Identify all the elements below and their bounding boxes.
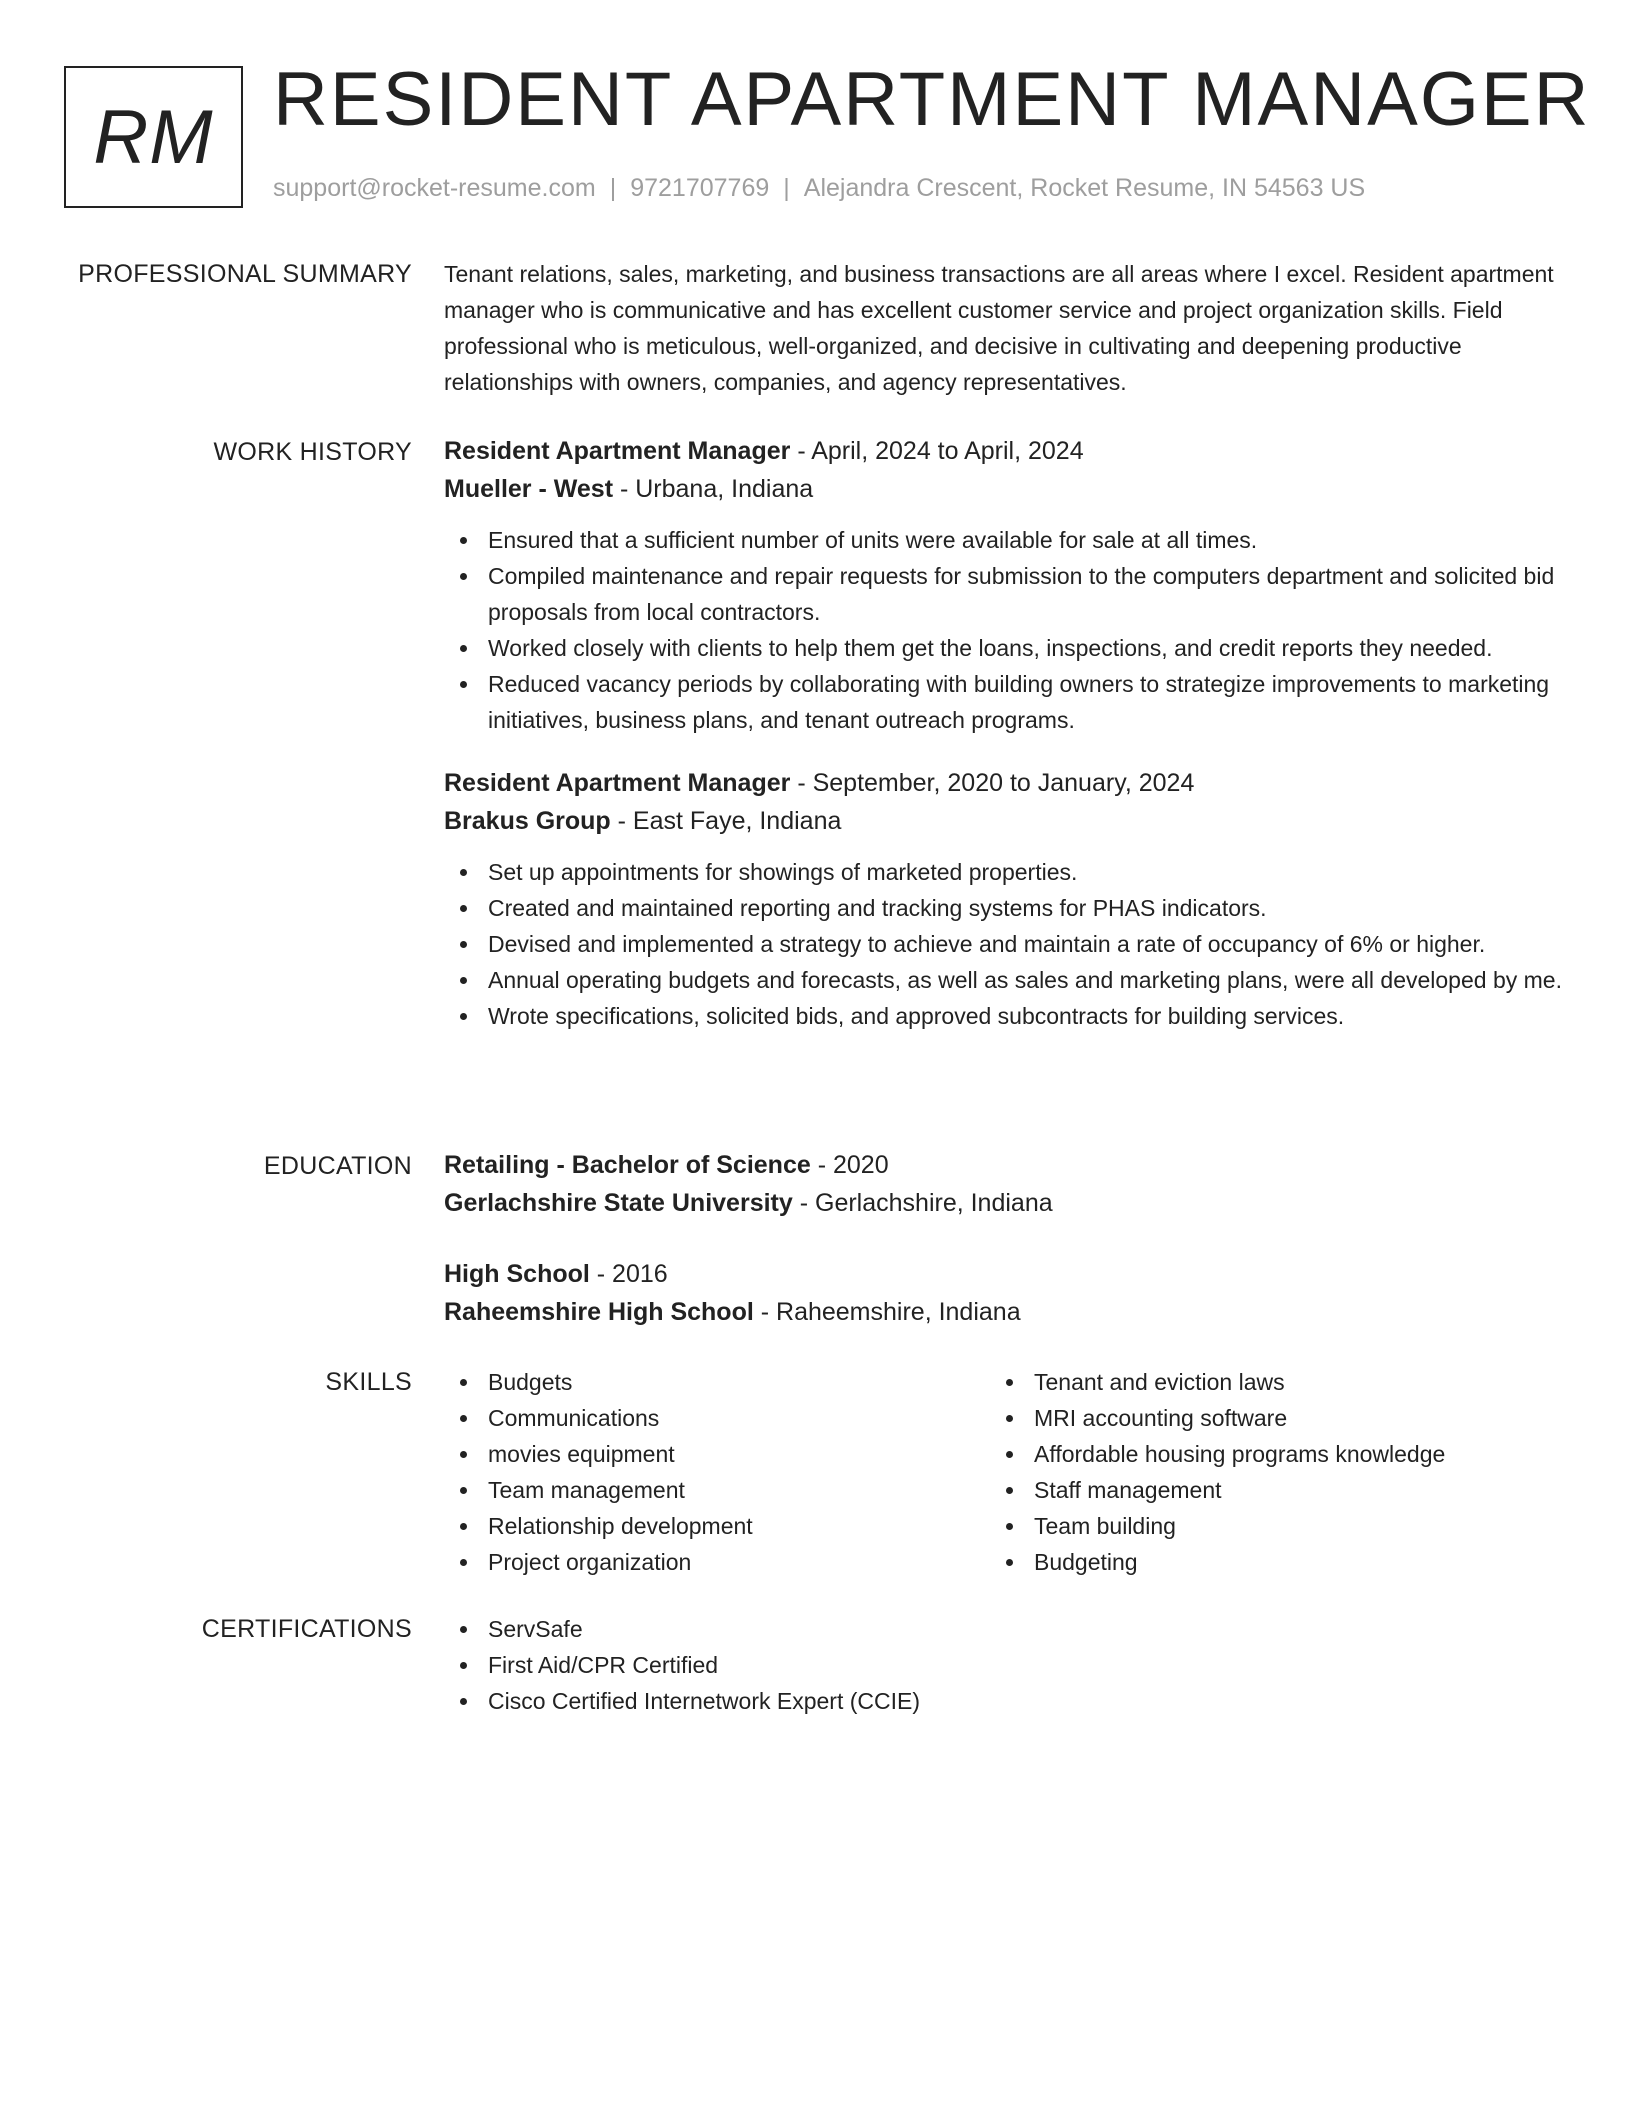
job-bullet-list xyxy=(444,854,1564,1034)
job-bullet: Devised and implemented a strategy to achieve and maintain a rate of occupancy of 6% or higher. xyxy=(444,926,1564,962)
summary-body xyxy=(444,256,1564,400)
job-bullet: Compiled maintenance and repair requests for submission to the computers department and solicited bid proposals from local contractors. xyxy=(444,558,1564,630)
job-entry xyxy=(444,764,1564,1034)
job-company: Mueller - West xyxy=(444,475,614,503)
certification-item: First Aid/CPR Certified xyxy=(444,1647,1564,1683)
job-title-line xyxy=(444,764,1564,802)
school: Raheemshire High School xyxy=(444,1298,754,1326)
skill-item: Team building xyxy=(990,1508,1536,1544)
certification-item: Cisco Certified Internetwork Expert (CCIE) xyxy=(444,1683,1564,1719)
job-title-line xyxy=(444,432,1564,470)
contact-address: Alejandra Crescent, Rocket Resume, IN 54563 US xyxy=(803,174,1366,202)
skill-item: MRI accounting software xyxy=(990,1400,1536,1436)
job-bullet: Created and maintained reporting and tracking systems for PHAS indicators. xyxy=(444,890,1564,926)
skill-item: Relationship development xyxy=(444,1508,990,1544)
education-body xyxy=(444,1146,1564,1331)
degree-line xyxy=(444,1146,1564,1184)
skill-item: movies equipment xyxy=(444,1436,990,1472)
section-label-skills: SKILLS xyxy=(325,1368,412,1396)
job-bullet: Annual operating budgets and forecasts, as well as sales and marketing plans, were all developed by me. xyxy=(444,962,1564,998)
job-company-line xyxy=(444,470,1564,508)
skill-item: Budgets xyxy=(444,1364,990,1400)
degree: High School xyxy=(444,1260,590,1288)
job-bullet: Ensured that a sufficient number of units were available for sale at all times. xyxy=(444,522,1564,558)
job-entry xyxy=(444,432,1564,738)
skills-body xyxy=(444,1364,1564,1580)
summary-text: Tenant relations, sales, marketing, and business transactions are all areas where I excel. Resident apartment manager who is communicative and has excellent customer service and project organization skills. Field professional who is meticulous, well-organized, and decisive in cultivating and deepening productive relationships with owners, companies, and agency representatives. xyxy=(444,261,1554,395)
job-bullet: Worked closely with clients to help them get the loans, inspections, and credit reports they needed. xyxy=(444,630,1564,666)
skill-item: Budgeting xyxy=(990,1544,1536,1580)
job-bullet: Wrote specifications, solicited bids, and approved subcontracts for building services. xyxy=(444,998,1564,1034)
certifications-body xyxy=(444,1611,1564,1719)
school-location: - Gerlachshire, Indiana xyxy=(792,1189,1053,1217)
job-title: Resident Apartment Manager xyxy=(444,437,791,465)
job-company: Brakus Group xyxy=(444,807,611,835)
education-entry xyxy=(444,1255,1564,1331)
job-bullet: Set up appointments for showings of marketed properties. xyxy=(444,854,1564,890)
work-history-body xyxy=(444,432,1564,1034)
job-title: Resident Apartment Manager xyxy=(444,769,791,797)
skill-item: Communications xyxy=(444,1400,990,1436)
job-company-line xyxy=(444,802,1564,840)
school-line xyxy=(444,1293,1564,1331)
job-dates: - September, 2020 to January, 2024 xyxy=(790,769,1195,797)
skills-list-left xyxy=(444,1364,990,1580)
resume-title: RESIDENT APARTMENT MANAGER xyxy=(273,57,1591,142)
school: Gerlachshire State University xyxy=(444,1189,793,1217)
certification-item: ServSafe xyxy=(444,1611,1564,1647)
job-location: - East Faye, Indiana xyxy=(610,807,842,835)
degree-line xyxy=(444,1255,1564,1293)
section-label-summary: PROFESSIONAL SUMMARY xyxy=(78,260,412,288)
section-label-education: EDUCATION xyxy=(263,1152,412,1180)
skill-item: Tenant and eviction laws xyxy=(990,1364,1536,1400)
contact-line xyxy=(273,174,1365,203)
job-bullet: Reduced vacancy periods by collaborating with building owners to strategize improvements to marketing initiatives, business plans, and tenant outreach programs. xyxy=(444,666,1564,738)
job-bullet-list xyxy=(444,522,1564,738)
school-line xyxy=(444,1184,1564,1222)
contact-separator: | xyxy=(609,174,617,202)
certifications-list xyxy=(444,1611,1564,1719)
contact-phone: 9721707769 xyxy=(630,174,770,202)
skill-item: Affordable housing programs knowledge xyxy=(990,1436,1536,1472)
degree: Retailing - Bachelor of Science xyxy=(444,1151,811,1179)
skill-item: Project organization xyxy=(444,1544,990,1580)
contact-separator: | xyxy=(783,174,790,202)
school-location: - Raheemshire, Indiana xyxy=(753,1298,1021,1326)
education-entry xyxy=(444,1146,1564,1222)
skill-item: Staff management xyxy=(990,1472,1536,1508)
degree-year: - 2016 xyxy=(589,1260,668,1288)
section-label-work-history: WORK HISTORY xyxy=(213,438,412,466)
section-label-certifications: CERTIFICATIONS xyxy=(201,1615,412,1643)
skills-list-right xyxy=(990,1364,1536,1580)
skill-item: Team management xyxy=(444,1472,990,1508)
degree-year: - 2020 xyxy=(810,1151,889,1179)
job-dates: - April, 2024 to April, 2024 xyxy=(790,437,1084,465)
job-location: - Urbana, Indiana xyxy=(613,475,814,503)
initials-monogram: RM xyxy=(64,66,243,208)
contact-email: support@rocket-resume.com xyxy=(273,174,596,202)
